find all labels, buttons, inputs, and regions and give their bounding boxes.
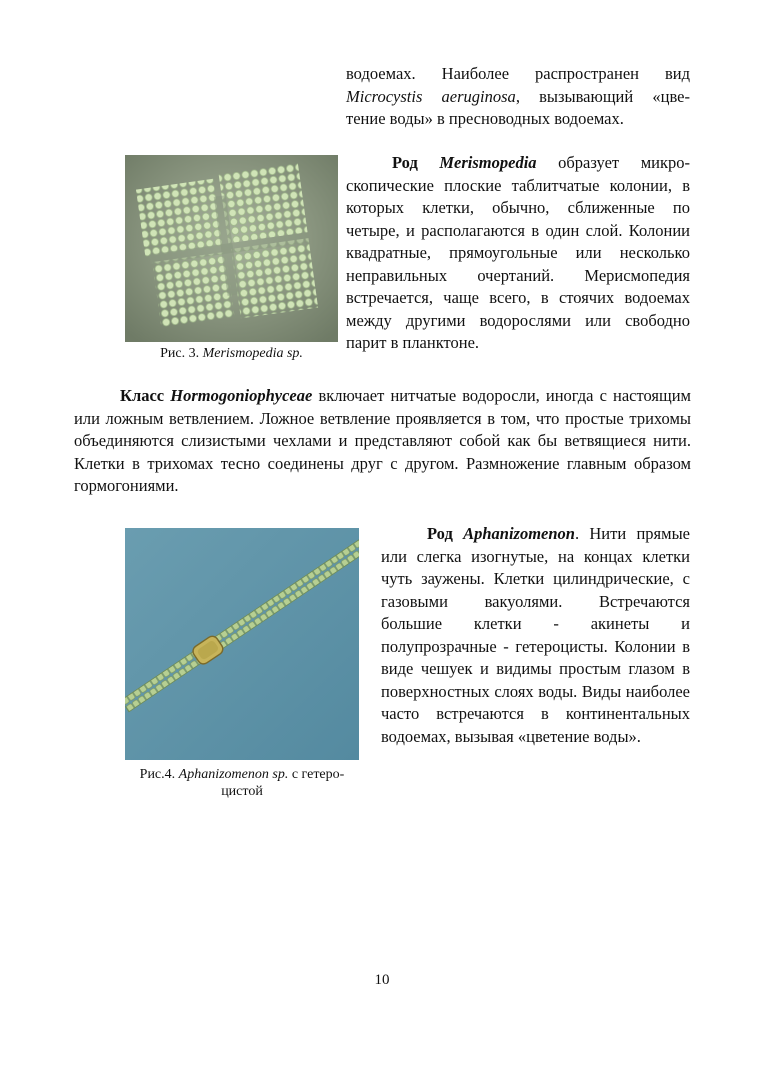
caption-species: Merismopedia sp. [202, 346, 303, 361]
figure-merismopedia-image [125, 155, 338, 342]
paragraph-aphanizomenon [381, 523, 690, 748]
text-line: водоемах. Наиболее распространен вид [346, 64, 690, 83]
class-name: Hormogoniophyceae [170, 386, 313, 405]
text-line: тение воды» в пресноводных водоемах. [346, 109, 624, 128]
text-line: , вызывающий «цве- [515, 86, 690, 106]
caption-rest: с гетероцистой [221, 767, 345, 799]
genus-name: Merismopedia [439, 153, 537, 172]
figure-caption [125, 345, 338, 362]
rod-label: Род [392, 153, 418, 172]
paragraph-text: включает нитчатые водоросли, иногда с настоящим или ложным ветвлением. Ложное ветвление проявляется в том, что простые трихомы объединяются слизистыми чехлами и представляют собой как бы ветвящиеся нити. Клетки в трихомах тесно соединены друг с другом. Размножение главным образом гормогониями. [74, 386, 691, 495]
rod-label: Род [427, 524, 453, 543]
caption-prefix: Рис. 3. [160, 346, 200, 361]
caption-species: Aphanizomenon sp. [178, 767, 289, 782]
paragraph-text: образует микроскопические плоские таблитчатые колонии, в которых клетки, обычно, сближенные по четыре, и располагаются в один слой. Колонии квадратные, прямоугольные или несколько неправильных очертаний. Мерисмопедия встречается, чаще всего, в стоячих водоемах между другими водорослями или свободно парит в планктоне. [346, 153, 690, 352]
figure-caption [125, 766, 359, 800]
merismopedia-micrograph [125, 155, 338, 342]
aphanizomenon-micrograph [125, 528, 359, 760]
paragraph-hormogoniophyceae [74, 385, 691, 498]
figure-aphanizomenon-image [125, 528, 359, 760]
paragraph-merismopedia [346, 152, 690, 355]
class-label: Класс [120, 386, 165, 405]
caption-prefix: Рис.4. [139, 767, 176, 782]
genus-name: Aphanizomenon [463, 524, 575, 543]
page-number: 10 [374, 972, 390, 988]
species-name: Microcystis aeruginosa [346, 86, 516, 106]
paragraph-microcystis [346, 63, 690, 131]
paragraph-text: . Нити прямые или слегка изогнутые, на концах клетки чуть заужены. Клетки цилиндрические, с газовыми вакуолями. Встречаются большие клетки - акинеты и полупрозрачные - гетероцисты. Колонии в виде чешуек и видимы простым глазом в поверхностных слоях воды. Виды наиболее часто встречаются в континентальных водоемах, вызывая «цветение воды». [381, 524, 690, 746]
